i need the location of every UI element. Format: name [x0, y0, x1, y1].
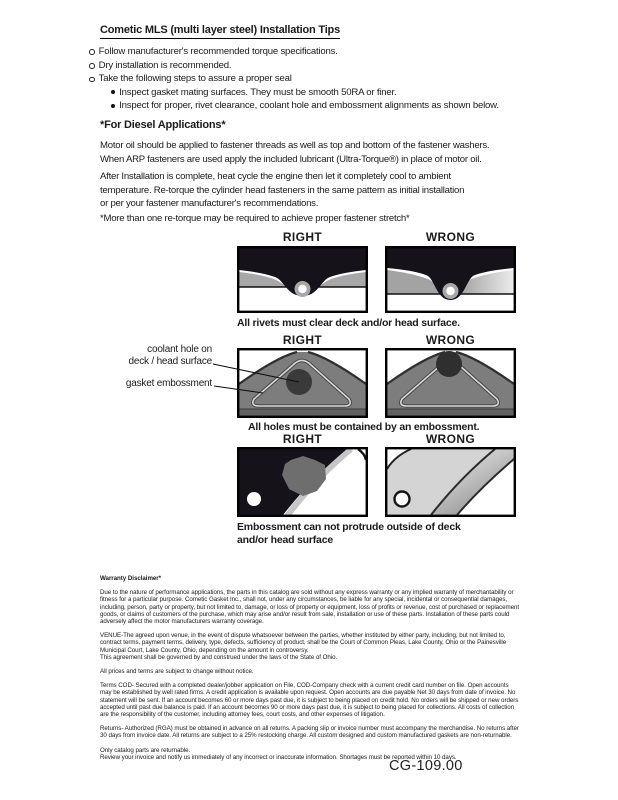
- protrusion-wrong-illustration: [385, 447, 516, 517]
- diesel-applications-heading: *For Diesel Applications*: [100, 119, 226, 131]
- embossment-wrong-diagram: [385, 348, 516, 418]
- wrong-label: WRONG: [425, 230, 476, 244]
- rivet-right-illustration: [237, 246, 368, 313]
- right-label: RIGHT: [282, 230, 323, 244]
- right-label: RIGHT: [282, 432, 323, 446]
- coolant-hole-icon: [286, 369, 312, 395]
- protrusion-caption: [237, 521, 461, 547]
- paragraph-line: temperature. Re-torque the cylinder head fasteners in the same pattern as initial installation: [100, 184, 465, 196]
- caption-line: and/or head surface: [237, 534, 333, 546]
- list-item: [89, 60, 499, 74]
- protrusion-right-illustration: [237, 447, 368, 517]
- gasket-embossment-label: gasket embossment: [125, 378, 212, 389]
- paragraph-line: Motor oil should be applied to fastener threads as well as top and bottom of the fastener washers.: [100, 140, 490, 151]
- warranty-disclaimer-heading: Warranty Disclaimer*: [100, 575, 162, 582]
- coolant-hole-icon: [436, 351, 462, 377]
- fineprint-paragraph: Review your invoice and notify us immediately of any incorrect or inaccurate information. Shortages must be reported within 10 days.: [100, 753, 457, 761]
- paragraph-line: or per your fastener manufacturer's recommendations.: [100, 198, 319, 210]
- rivet-wrong-diagram: [385, 246, 516, 313]
- label-line: deck / head surface: [128, 355, 212, 367]
- wrong-label: WRONG: [425, 432, 476, 446]
- fineprint-paragraph: VENUE-The agreed upon venue, in the event of dispute whatsoever between the parties, whether instituted by either party, including, but not limited to, contract terms, payment terms, delivery, type, defects, sufficiency of product, shall be the Court of Common Pleas, Lake County, Ohio or the Painesville Municipal Court, Lake County, Ohio, depending on the amount in controversy.: [100, 632, 507, 654]
- fineprint-paragraph: Only catalog parts are returnable.: [100, 746, 191, 754]
- paragraph-line: When ARP fasteners are used apply the included lubricant (Ultra-Torque®) in place of motor oil.: [100, 153, 482, 165]
- rivet-right-diagram: [237, 246, 368, 313]
- list-item: [89, 73, 499, 87]
- paragraph-line: After Installation is complete, heat cycle the engine then let it completely cool to ambient: [100, 171, 451, 182]
- embossment-right-diagram: [237, 348, 368, 418]
- bolt-hole-icon: [247, 492, 261, 506]
- rivet-caption: All rivets must clear deck and/or head surface.: [237, 317, 460, 329]
- warranty-disclaimer-block: [100, 575, 520, 768]
- list-item-text: Follow manufacturer's recommended torque specifications.: [98, 46, 338, 57]
- fineprint-paragraph: All prices and terms are subject to change without notice.: [100, 668, 254, 676]
- coolant-hole-label: [60, 344, 212, 367]
- circle-bullet-icon: [89, 77, 95, 83]
- fineprint-paragraph: Due to the nature of performance applications, the parts in this catalog are sold without any express warranty or any implied warranty of merchantability or fitness for a particular purpose. Cometic Gasket Inc., shall not, under any circumstances, be liable for any special, incidental or consequential damages, including, person, party or property, but not limited to, damage, or loss of property or equipment, loss of profits or revenue, cost of purchased or replacement goods, or claims of customers of the purchase, which may arise and/or result from sale, installation or use of these parts. Installation of these parts could adversely affect the motor manufacturers warranty coverage.: [100, 589, 520, 626]
- embossment-wrong-illustration: [385, 348, 516, 418]
- list-item: [111, 100, 499, 114]
- circle-bullet-icon: [89, 63, 95, 69]
- protrusion-wrong-diagram: [385, 447, 516, 517]
- rivet-wrong-illustration: [385, 246, 516, 313]
- motor-oil-paragraph: [100, 139, 489, 166]
- label-line: coolant hole on: [147, 344, 212, 355]
- page-number: CG-109.00: [389, 758, 463, 774]
- heat-cycle-paragraph: [100, 170, 464, 211]
- dot-bullet-icon: [111, 104, 115, 108]
- list-item: [89, 46, 499, 60]
- tips-list: [89, 46, 499, 114]
- retorque-note: *More than one re-torque may be required to achieve proper fastener stretch*: [100, 213, 410, 224]
- caption-line: Embossment can not protrude outside of deck: [237, 521, 461, 533]
- list-item-text: Inspect gasket mating surfaces. They must be smooth 50RA or finer.: [119, 86, 397, 98]
- right-label: RIGHT: [282, 333, 323, 347]
- embossment-caption: All holes must be contained by an embossment.: [248, 421, 480, 433]
- circle-bullet-icon: [89, 49, 95, 55]
- wrong-label: WRONG: [425, 333, 476, 347]
- embossment-right-illustration: [237, 348, 368, 418]
- list-item: [111, 87, 499, 101]
- fineprint-paragraph: Returns- Authorized (RGA) must be obtained in advance on all returns. A packing slip or invoice number must accompany the merchandise. No returns after 30 days from invoice date. All returns are subject to a 25% restocking charge. All custom designed and custom manufactured gaskets are non-returnable.: [100, 725, 519, 740]
- dot-bullet-icon: [111, 90, 115, 94]
- protrusion-right-diagram: [237, 447, 368, 517]
- bolt-hole-icon: [395, 492, 410, 507]
- fineprint-paragraph: Terms COD- Secured with a completed dealer/jobber application on File, COD-Company check with a current credit card number on file. Open accounts may be established by well rated firms. A credit application is available upon request. Open accounts are due payable Net 30 days from date of invoice. No statement will be sent. If an account becomes 60 or more days past due, it is subject to being placed on credit hold. No orders will be shipped or new orders accepted until past due balance is paid. If an account becomes 90 or more days past due, it is subject to being placed for collections. All costs of collection are the responsibility of the customer, including attorney fees, court costs, and other expenses of litigation.: [100, 682, 519, 719]
- fineprint-paragraph: This agreement shall be governed by and construed under the laws of the State of Ohio.: [100, 653, 338, 661]
- list-item-text: Inspect for proper, rivet clearance, coolant hole and embossment alignments as shown below.: [119, 100, 499, 112]
- list-item-text: Dry installation is recommended.: [98, 59, 232, 71]
- list-item-text: Take the following steps to assure a proper seal: [98, 73, 292, 85]
- page-title: Cometic MLS (multi layer steel) Installation Tips: [100, 24, 340, 39]
